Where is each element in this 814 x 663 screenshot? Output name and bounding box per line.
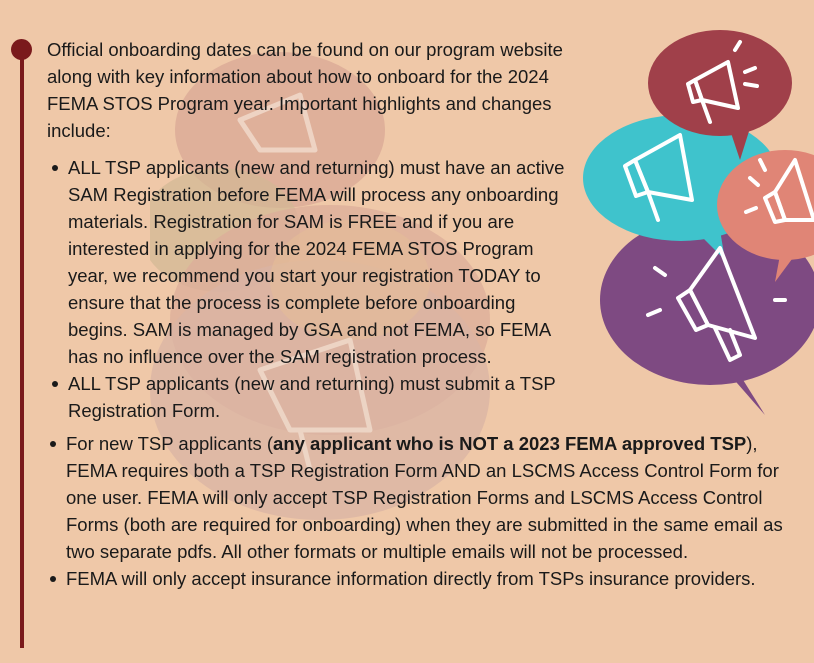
new-applicants-definition: any applicant who is NOT a 2023 FEMA approved TSP — [273, 433, 747, 454]
timeline-line — [20, 58, 24, 648]
highlights-list-top — [68, 154, 573, 424]
new-applicants-text-post: ), FEMA requires both a TSP Registration Form AND an LSCMS Access Control Form for one user. FEMA will only accept TSP Registration Forms and LSCMS Access Control Forms (both are required for onboarding) when they are submitted in the same email as two separate pdfs. All other formats or multiple emails will not be processed. — [66, 433, 783, 562]
intro-paragraph: Official onboarding dates can be found on our program website along with key information about how to onboard for the 2024 FEMA STOS Program year. Important highlights and changes include: — [47, 39, 563, 141]
onboarding-notice — [47, 36, 801, 592]
timeline-dot — [11, 39, 32, 60]
new-applicants-text-pre: For new TSP applicants ( — [66, 433, 274, 454]
list-item-insurance: FEMA will only accept insurance information directly from TSPs insurance providers. — [66, 565, 801, 592]
list-item: ALL TSP applicants (new and returning) must have an active SAM Registration before FEMA will process any onboarding materials. Registration for SAM is FREE and if you are interested in applying for the 2024 FEMA STOS Program year, we recommend you start your registration TODAY to ensure that the process is complete before onboarding begins. SAM is managed by GSA and not FEMA, so FEMA has no influence over the SAM registration process. — [68, 154, 573, 370]
list-item-new-applicants — [66, 430, 801, 565]
highlights-list-bottom — [66, 430, 801, 592]
list-item: ALL TSP applicants (new and returning) must submit a TSP Registration Form. — [68, 370, 573, 424]
